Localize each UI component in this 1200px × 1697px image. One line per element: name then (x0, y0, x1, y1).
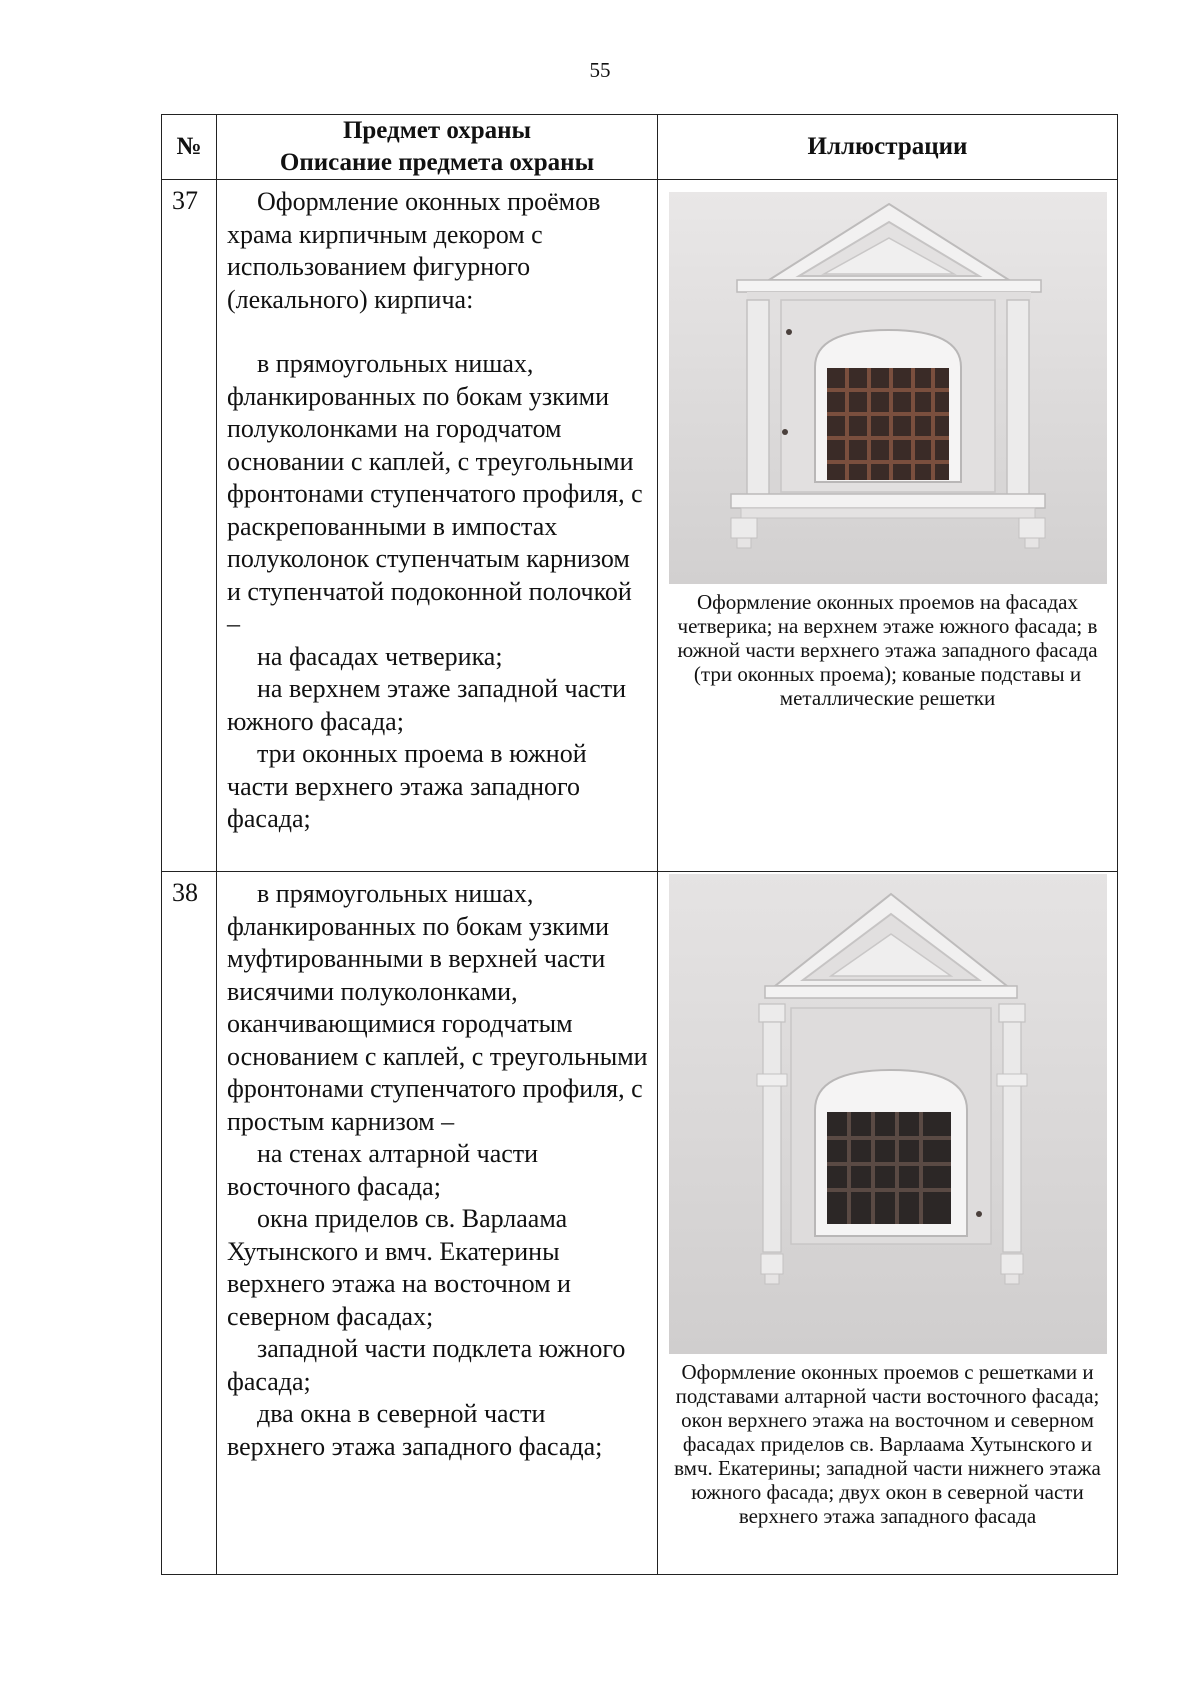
header-number: № (162, 115, 217, 180)
description-paragraph: в прямоугольных нишах, фланкированных по бокам узкими муфтированными в верхней части висячими полуколонками, оканчивающимися городчатым основанием с каплей, с треугольными фронтонами ступенчатого профиля, с простым карнизом – (227, 879, 648, 1136)
row-number: 37 (162, 180, 217, 872)
window-photo (669, 192, 1107, 584)
table-row (162, 180, 1118, 872)
header-subject (217, 115, 658, 180)
description-paragraph: Оформление оконных проёмов храма кирпичным декором с использованием фигурного (лекального) кирпича: (227, 187, 601, 314)
description-paragraph: на верхнем этаже западной части южного фасада; (227, 674, 626, 736)
header-subject-line2: Описание предмета охраны (279, 149, 595, 176)
description-paragraph: три оконных проема в южной части верхнего этажа западного фасада; (227, 739, 587, 833)
description-paragraph: западной части подклета южного фасада; (227, 1334, 626, 1396)
row-number: 38 (162, 872, 217, 1575)
table-header-row (162, 115, 1118, 180)
description-paragraph: на стенах алтарной части восточного фасада; (227, 1139, 539, 1201)
row-description (217, 872, 658, 1575)
row-illustration (658, 872, 1118, 1575)
illustration-caption: Оформление оконных проемов с решетками и подставами алтарной части восточного фасада; окон верхнего этажа на восточном и северном фасадах приделов св. Варлаама Хутынского и вмч. Екатерины; западной части нижнего этажа южного фасада; двух окон в северной части верхнего этажа западного фасада (674, 1360, 1101, 1528)
table-row (162, 872, 1118, 1575)
row-description (217, 180, 658, 872)
description-paragraph: два окна в северной части верхнего этажа западного фасада; (227, 1399, 603, 1461)
illustration-caption: Оформление оконных проемов на фасадах четверика; на верхнем этаже южного фасада; в южной части верхнего этажа западного фасада (три оконных проема); кованые подставы и металлические решетки (677, 590, 1098, 710)
description-paragraph: окна приделов св. Варлаама Хутынского и вмч. Екатерины верхнего этажа на восточном и северном фасадах; (227, 1204, 571, 1331)
header-illustrations: Иллюстрации (658, 115, 1118, 180)
description-paragraph: в прямоугольных нишах, фланкированных по бокам узкими полуколонками на городчатом основании с каплей, с треугольными фронтонами ступенчатого профиля, с раскрепованными в импостах полуколонок ступенчатым карнизом и ступенчатой подоконной полочкой – (227, 349, 643, 638)
description-paragraph: на фасадах четверика; (257, 641, 503, 671)
header-subject-line1: Предмет охраны (342, 117, 532, 144)
window-photo (669, 874, 1107, 1354)
protection-table (161, 114, 1118, 1575)
row-illustration (658, 180, 1118, 872)
page-number: 55 (589, 58, 611, 82)
